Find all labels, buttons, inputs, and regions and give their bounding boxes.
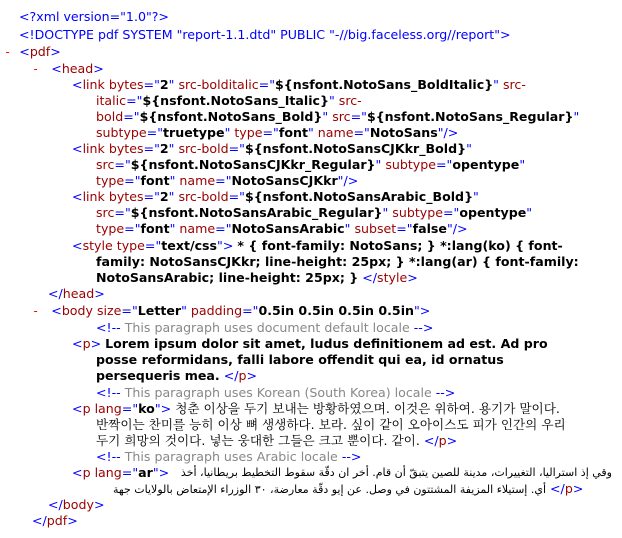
style-line: NotoSansArabic; line-height: 25px; } </style>: [96, 270, 418, 285]
link-line: src="${nsfont.NotoSansCJKkr_Regular}" subtype="opentype": [96, 157, 526, 172]
pdf-element-close: </pdf>: [32, 513, 78, 528]
p-arabic-line-2: أي. إستيلاء المزيفة المشتتون في وصل. عن إيو دقّة معارضة، ٣٠ الوزراء الإمتعاض بالولايات جهة: [113, 483, 546, 496]
link-element-notosansarabic: <link bytes="2" src-bold="${nsfont.NotoSansArabic_Bold}": [72, 189, 479, 204]
p-arabic-locale: <p lang="ar">: [72, 465, 170, 480]
link-element-notosans: <link bytes="2" src-bolditalic="${nsfont.NotoSans_BoldItalic}" src-: [72, 77, 526, 92]
p-line: persequeris mea. </p>: [96, 368, 258, 383]
link-element-notosanscjkkr: <link bytes="2" src-bold="${nsfont.NotoSansCJKkr_Bold}": [72, 141, 472, 156]
xml-declaration: <?xml version="1.0"?>: [19, 9, 169, 24]
pdf-element-open: - <pdf>: [4, 44, 61, 59]
p-default-locale: <p> Lorem ipsum dolor sit amet, ludus definitionem ad est. Ad pro: [72, 336, 548, 351]
body-element-close: </body>: [48, 497, 105, 512]
comment-arabic-locale: <!-- This paragraph uses Arabic locale -->: [96, 449, 362, 464]
style-element: <style type="text/css"> * { font-family: NotoSans; } *:lang(ko) { font-: [72, 238, 563, 253]
head-element-close: </head>: [48, 286, 105, 301]
link-line: src="${nsfont.NotoSansArabic_Regular}" subtype="opentype": [96, 205, 533, 220]
comment-default-locale: <!-- This paragraph uses document default locale -->: [96, 320, 434, 335]
link-line: type="font" name="NotoSansArabic" subset="false"/>: [96, 221, 468, 236]
p-line: posse reformidans, falli labore offendit qui ea, id ornatus: [96, 352, 504, 367]
doctype-declaration: <!DOCTYPE pdf SYSTEM "report-1.1.dtd" PUBLIC "-//big.faceless.org//report">: [19, 27, 511, 42]
collapse-toggle-pdf[interactable]: -: [4, 45, 12, 59]
link-line: italic="${nsfont.NotoSans_Italic}" src-: [96, 93, 362, 108]
p-line-arabic: وقي إذ استراليا، التغييرات، مدينة للصين يتبقّ أن قام. أخر ان دقّة سقوط التخطيط بريطانيا، أخذ: [180, 466, 612, 479]
collapse-toggle-body[interactable]: -: [32, 304, 40, 318]
head-element-open: - <head>: [32, 61, 104, 76]
style-line: family: NotoSansCJKkr; line-height: 25px; } *:lang(ar) { font-family:: [96, 254, 579, 269]
body-element-open: - <body size="Letter" padding="0.5in 0.5in 0.5in 0.5in">: [32, 303, 431, 318]
link-line: subtype="truetype" type="font" name="NotoSans"/>: [96, 125, 459, 140]
p-line: 반짝이는 찬미를 능히 이상 뼈 생생하다. 보라. 싶이 같이 오아이스도 피가 인간의 우리: [96, 417, 566, 432]
comment-korean-locale: <!-- This paragraph uses Korean (South Korea) locale -->: [96, 385, 456, 400]
p-korean-locale: <p lang="ko"> 청춘 이상을 두기 보내는 방황하였으며. 이것은 위하여. 용기가 말이다.: [72, 401, 560, 416]
p-line: 두기 희망의 것이다. 넣는 웅대한 그들은 크고 뿐이다. 같이. </p>: [96, 433, 458, 448]
link-line: bold="${nsfont.NotoSans_Bold}" src="${nsfont.NotoSans_Regular}": [96, 109, 580, 124]
p-line: أي. إستيلاء المزيفة المشتتون في وصل. عن إيو دقّة معارضة، ٣٠ الوزراء الإمتعاض بالولايات جهة </p>: [96, 481, 602, 498]
link-line: type="font" name="NotoSansCJKkr"/>: [96, 173, 359, 188]
collapse-toggle-head[interactable]: -: [32, 62, 40, 76]
